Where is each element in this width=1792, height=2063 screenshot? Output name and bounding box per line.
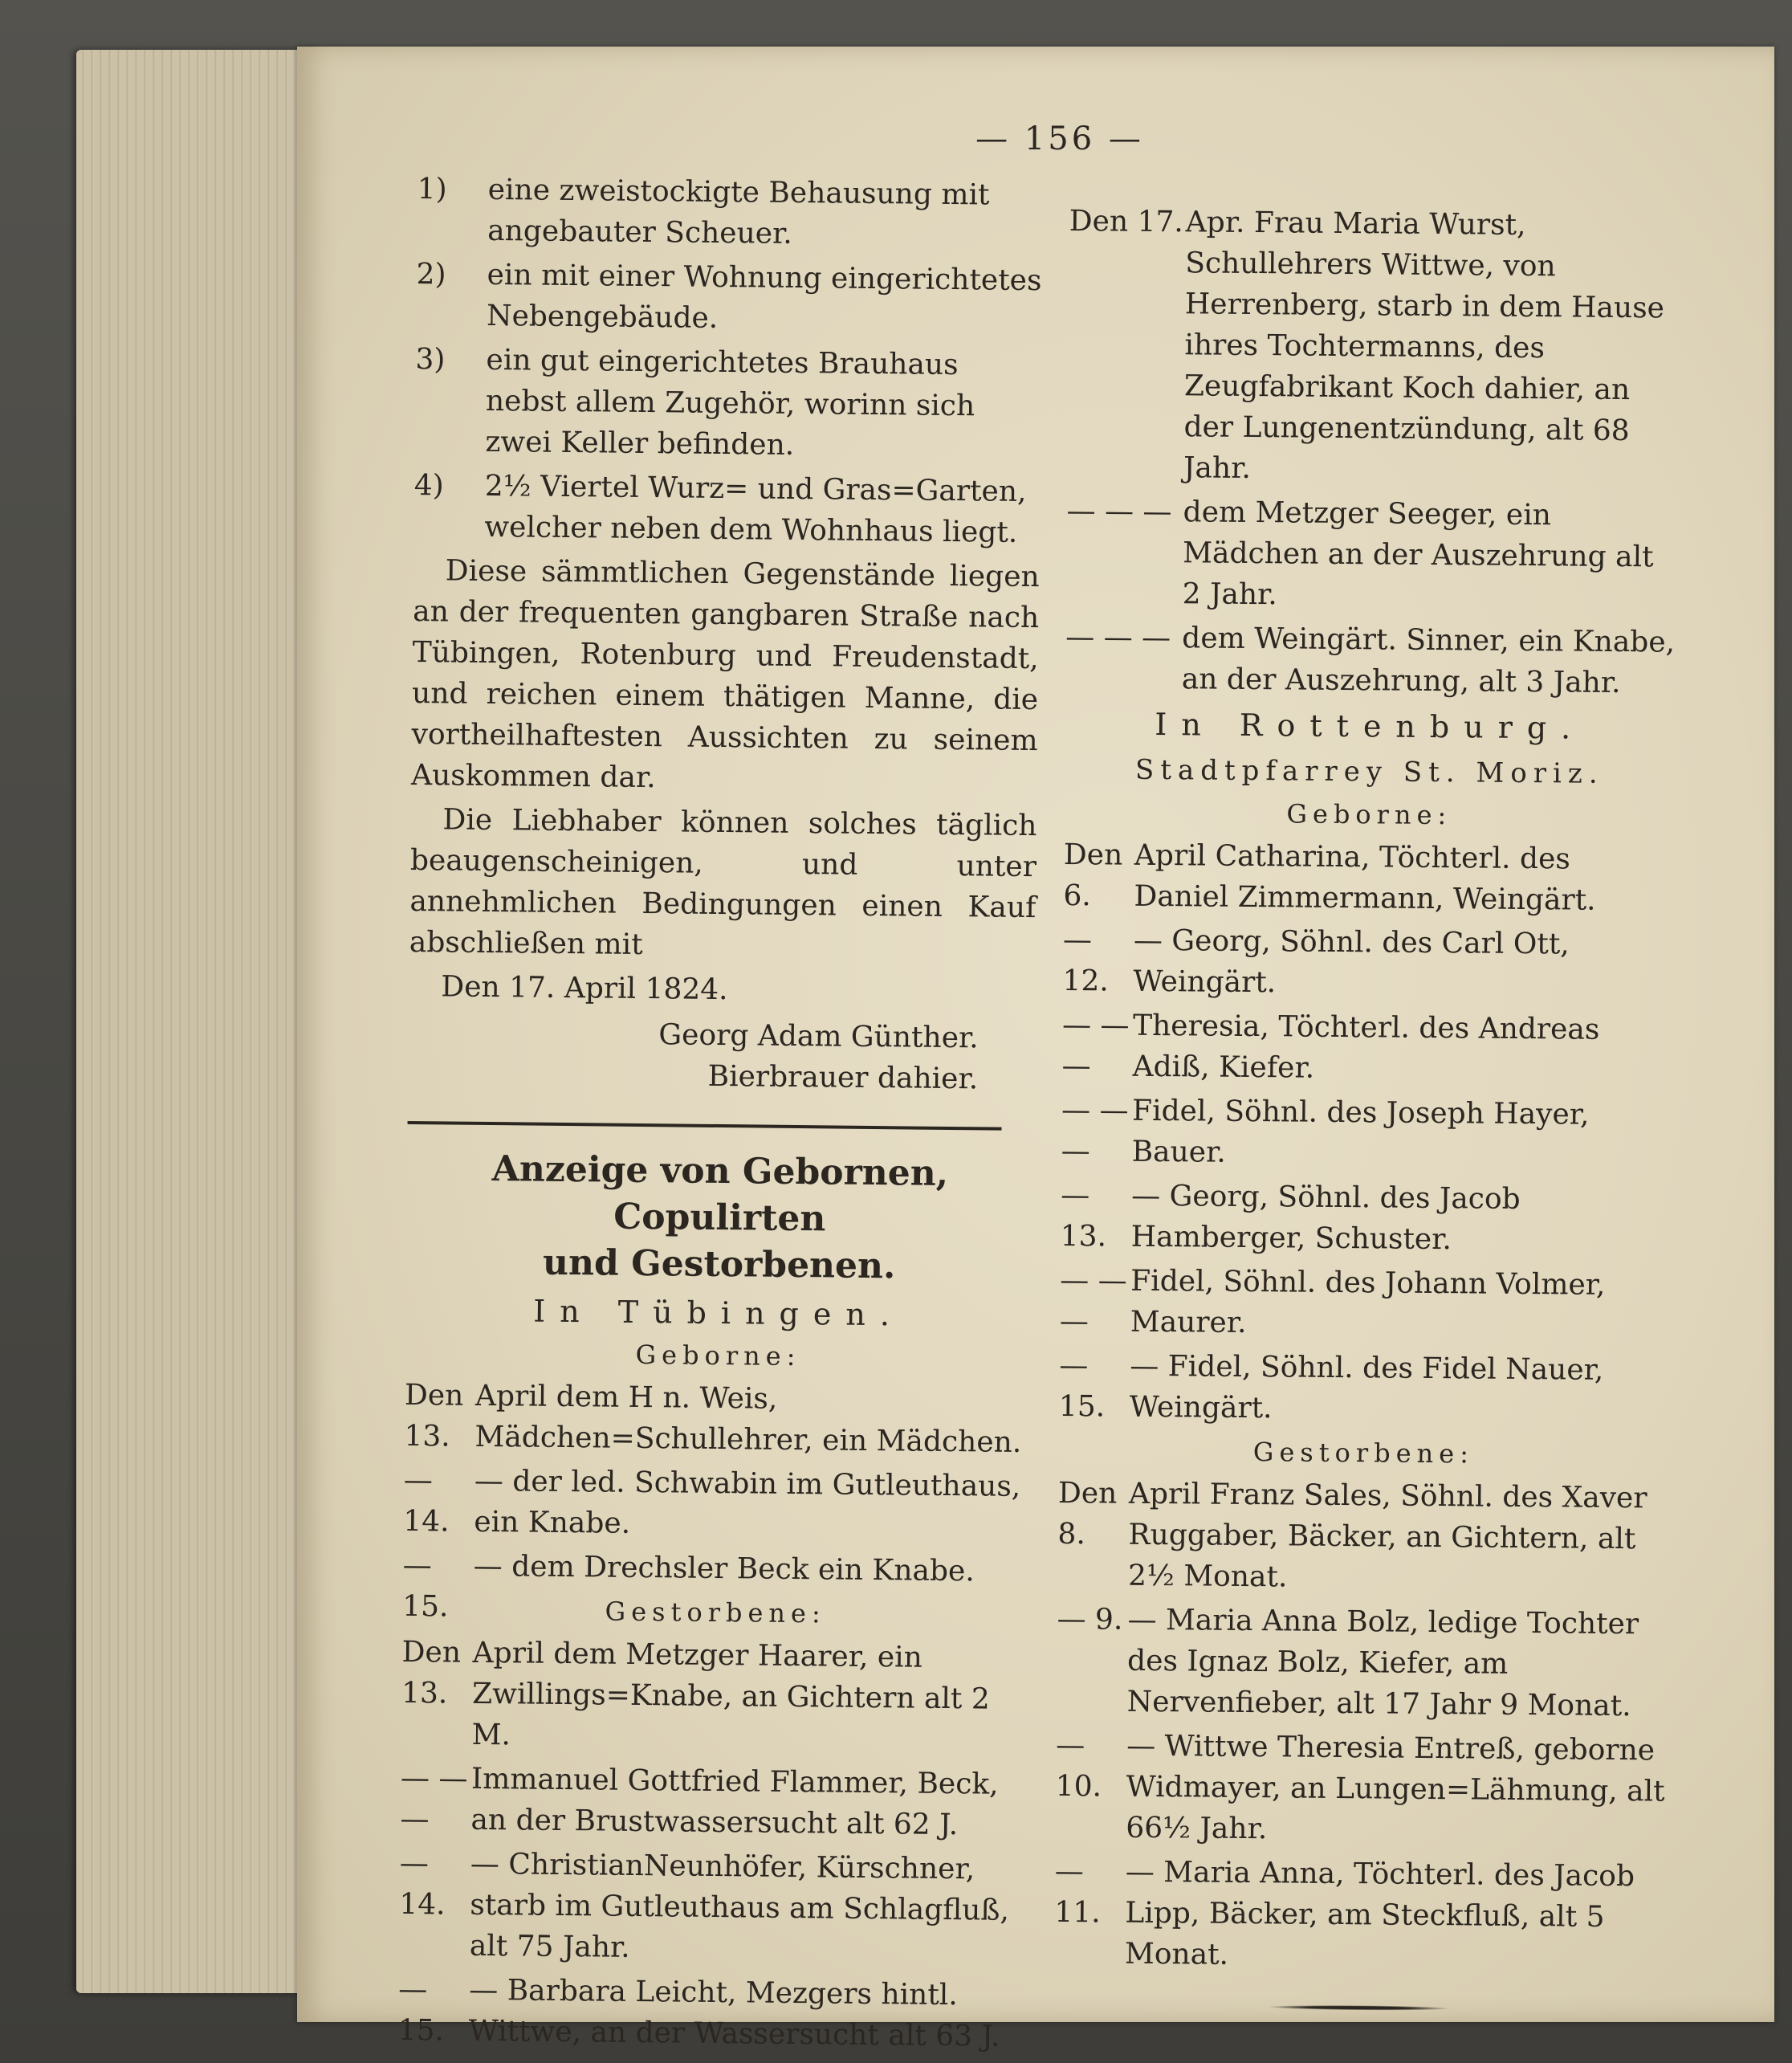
register-entry xyxy=(397,1969,1024,2057)
place-heading: In Tübingen. xyxy=(533,1293,905,1333)
item-text: 2½ Viertel Wurz= und Gras=Garten, welcher neben dem Wohnhaus liegt. xyxy=(484,469,1027,549)
register-entry xyxy=(404,1375,1031,1463)
dateline: Den 17. April 1824. xyxy=(441,970,728,1007)
entry-lead: — — — xyxy=(1061,1093,1129,1168)
entry-text: Theresia, Töchterl. des Andreas Adiß, Kiefer. xyxy=(1132,1009,1600,1085)
register-entry xyxy=(1060,1260,1671,1347)
entry-text: dem Metzger Seeger, ein Mädchen an der Auszehrung alt 2 Jahr. xyxy=(1182,495,1654,612)
left-column xyxy=(397,169,1044,2061)
list-item xyxy=(417,169,1044,257)
entry-lead: — 14. xyxy=(403,1463,450,1539)
list-item xyxy=(416,254,1043,342)
entry-text: — der led. Schwabin im Gutleuthaus, ein Knabe. xyxy=(474,1464,1021,1540)
item-number: 3) xyxy=(415,342,446,377)
entry-text: — Maria Anna, Töchterl. des Jacob Lipp, Bäcker, am Steckfluß, alt 5 Monat. xyxy=(1124,1855,1635,1971)
section-divider xyxy=(408,1121,1002,1131)
register-entry xyxy=(1061,1175,1672,1262)
register-entry xyxy=(1057,1473,1668,1601)
entry-text: — Georg, Söhnl. des Carl Ott, Weingärt. xyxy=(1133,923,1570,1000)
parish-heading: Stadtpfarrey St. Moriz. xyxy=(1134,753,1604,790)
register-entry xyxy=(1061,1090,1672,1177)
register-entry xyxy=(1054,1851,1665,1979)
page-number: — 156 — xyxy=(975,120,1144,157)
entry-lead: — 12. xyxy=(1062,923,1109,998)
register-entry xyxy=(403,1460,1030,1548)
entry-text: — Fidel, Söhnl. des Fidel Nauer, Weingärt. xyxy=(1129,1349,1604,1425)
page-edges xyxy=(76,50,317,1993)
entry-text: — dem Drechsler Beck ein Knabe. xyxy=(473,1549,975,1588)
entry-text: — ChristianNeunhöfer, Kürschner, starb im Gutleuthaus am Schlagfluß, alt 75 Jahr. xyxy=(469,1847,1010,1964)
entry-lead: Den 17. xyxy=(1069,204,1184,239)
entry-lead: — 15. xyxy=(397,1972,445,2048)
entry-lead: — — — xyxy=(1059,1263,1127,1339)
paragraph: Die Liebhaber können solches täglich beaugenscheinigen, und unter annehmlichen Bedingungen einen Kauf abschließen mit xyxy=(409,803,1037,961)
entry-text: April dem Metzger Haarer, ein Zwillings=Knabe, an Gichtern alt 2 M. xyxy=(471,1636,990,1752)
register-entry xyxy=(401,1632,1028,1761)
signature-title: Bierbrauer dahier. xyxy=(707,1059,979,1096)
entry-lead: — 10. xyxy=(1055,1728,1102,1804)
item-number: 2) xyxy=(416,257,446,292)
entry-text: — Maria Anna Bolz, ledige Tochter des Ignaz Bolz, Kiefer, am Nervenfieber, alt 17 Jahr 9 Monat. xyxy=(1126,1603,1639,1723)
entry-lead: Den 13. xyxy=(404,1378,464,1453)
register-entry xyxy=(1056,1599,1667,1727)
entry-lead: — 11. xyxy=(1054,1854,1101,1930)
register-entry xyxy=(1063,834,1674,922)
entry-lead: — — — xyxy=(1065,620,1171,655)
item-number: 4) xyxy=(413,468,445,503)
register-entry xyxy=(1062,919,1673,1007)
entry-lead: Den 6. xyxy=(1063,838,1123,913)
subsection-heading: Gestorbene: xyxy=(605,1596,826,1629)
entry-lead: — 15. xyxy=(402,1548,449,1624)
register-entry xyxy=(1061,1005,1672,1092)
entry-lead: Den 8. xyxy=(1057,1476,1118,1551)
right-column xyxy=(1053,201,1680,2013)
entry-text: Fidel, Söhnl. des Johann Volmer, Maurer. xyxy=(1130,1264,1606,1339)
register-entry xyxy=(1066,491,1677,619)
register-entry xyxy=(1055,1725,1666,1853)
paragraph: Diese sämmtlichen Gegenstände liegen an der frequenten gangbaren Straße nach Tübingen, Rotenburg und Freudenstadt, und reichen einem thätigen Manne, die vortheilhaftesten Aussichten zu seinem Auskommen dar. xyxy=(410,554,1040,795)
register-entry xyxy=(1067,201,1680,493)
item-number: 1) xyxy=(417,172,447,206)
entry-text: Immanuel Gottfried Flammer, Beck, an der Brustwassersucht alt 62 J. xyxy=(470,1762,999,1842)
section-heading: und Gestorbenen. xyxy=(542,1241,896,1287)
entry-text: — Georg, Söhnl. des Jacob Hamberger, Schuster. xyxy=(1130,1179,1521,1257)
entry-text: Fidel, Söhnl. des Joseph Hayer, Bauer. xyxy=(1131,1094,1590,1169)
entry-lead: — 15. xyxy=(1058,1348,1106,1424)
register-entry xyxy=(1059,1345,1670,1433)
signature-name: Georg Adam Günther. xyxy=(658,1018,979,1055)
entry-text: — Barbara Leicht, Mezgers hintl. Wittwe, an der Wassersucht alt 63 J. xyxy=(468,1973,1000,2053)
entry-lead: — — — xyxy=(400,1761,468,1837)
list-item xyxy=(414,339,1042,468)
register-entry xyxy=(1065,617,1676,704)
entry-lead: — 13. xyxy=(1060,1178,1107,1254)
place-heading: In Rottenburg. xyxy=(1155,706,1586,746)
entry-text: April Catharina, Töchterl. des Daniel Zimmermann, Weingärt. xyxy=(1134,838,1596,917)
list-item xyxy=(413,465,1041,553)
item-text: ein mit einer Wohnung eingerichtetes Nebengebäude. xyxy=(486,258,1042,335)
subsection-heading: Geborne: xyxy=(635,1339,801,1372)
entry-text: — Wittwe Theresia Entreß, geborne Widmayer, an Lungen=Lähmung, alt 66½ Jahr. xyxy=(1126,1729,1665,1846)
section-heading: Anzeige von Gebornen, Copulirten xyxy=(491,1148,949,1240)
entry-lead: Den 13. xyxy=(401,1635,462,1710)
register-entry xyxy=(400,1758,1027,1846)
entry-lead: — — — xyxy=(1061,1008,1130,1083)
entry-lead: — — — xyxy=(1066,494,1172,529)
item-text: ein gut eingerichtetes Brauhaus nebst allem Zugehör, worinn sich zwei Keller befinden. xyxy=(485,343,975,462)
item-text: eine zweistockigte Behausung mit angebauter Scheuer. xyxy=(487,173,990,251)
subsection-heading: Gestorbene: xyxy=(1252,1437,1475,1470)
register-entry xyxy=(399,1843,1027,1972)
entry-text: Apr. Frau Maria Wurst, Schullehrers Wittwe, von Herrenberg, starb in dem Hause ihres Tochtermanns, des Zeugfabrikant Koch dahier, an der Lungenentzündung, alt 68 Jahr. xyxy=(1183,206,1665,485)
entry-lead: — 9. xyxy=(1057,1602,1123,1637)
entry-text: April Franz Sales, Söhnl. des Xaver Ruggaber, Bäcker, an Gichtern, alt 2½ Monat. xyxy=(1127,1477,1647,1594)
subsection-heading: Geborne: xyxy=(1286,798,1452,831)
entry-lead: — 14. xyxy=(399,1846,446,1922)
entry-text: April dem H n. Weis, Mädchen=Schullehrer, ein Mädchen. xyxy=(474,1379,1022,1459)
entry-text: dem Weingärt. Sinner, ein Knabe, an der Auszehrung, alt 3 Jahr. xyxy=(1181,622,1676,700)
